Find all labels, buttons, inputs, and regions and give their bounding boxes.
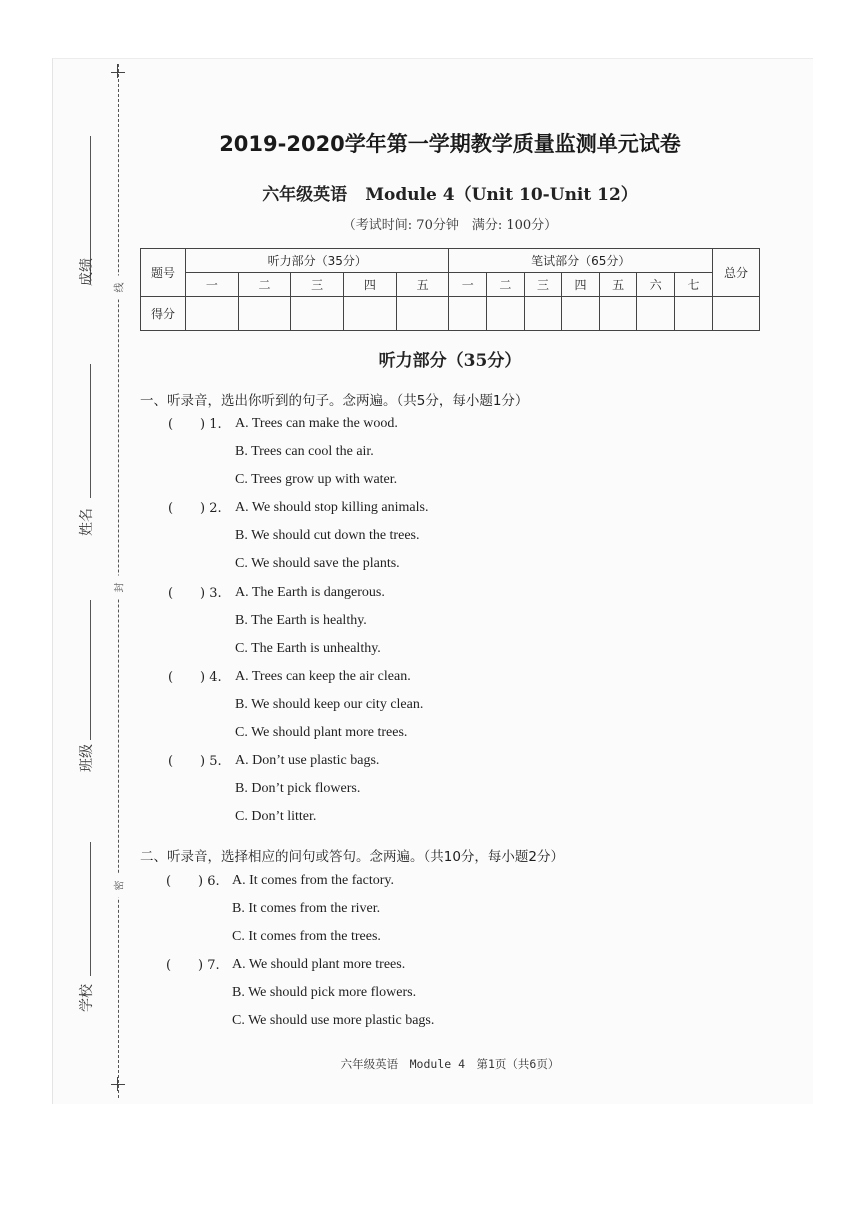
writing-col: 六 xyxy=(637,273,675,297)
score-row-label: 得分 xyxy=(141,297,186,331)
name-field-label: 姓名 xyxy=(79,508,95,536)
score-cell xyxy=(637,297,675,331)
total-header: 总分 xyxy=(713,249,760,297)
listening-header: 听力部分（35分） xyxy=(186,249,449,273)
writing-col: 五 xyxy=(599,273,637,297)
seal-mark-seal: 封 xyxy=(111,576,126,600)
option: C. We should use more plastic bags. xyxy=(232,1013,435,1028)
listening-section-title: 听力部分（35分） xyxy=(378,351,522,371)
question-number: ) 7. xyxy=(198,958,220,973)
question-number: ) 3. xyxy=(200,586,222,601)
option: A. We should plant more trees. xyxy=(232,957,406,972)
binding-tick-bottom-vertical xyxy=(117,1077,118,1091)
option: C. It comes from the trees. xyxy=(232,929,381,944)
part-two-heading: 二、听录音，选择相应的问句或答句。念两遍。（共10分，每小题2分） xyxy=(140,849,565,865)
name-field-line xyxy=(90,364,91,498)
total-score-cell xyxy=(713,297,760,331)
listening-col: 三 xyxy=(291,273,344,297)
score-cell xyxy=(599,297,637,331)
score-cell xyxy=(449,297,487,331)
score-cell xyxy=(186,297,239,331)
listening-col: 五 xyxy=(396,273,449,297)
writing-col: 七 xyxy=(675,273,713,297)
option: C. We should save the plants. xyxy=(235,556,400,571)
option: C. The Earth is unhealthy. xyxy=(235,641,381,656)
exam-subtitle xyxy=(140,180,760,205)
score-field-label: 成绩 xyxy=(79,258,95,286)
option: B. The Earth is healthy. xyxy=(235,613,367,628)
option: A. It comes from the factory. xyxy=(232,873,394,888)
score-cell xyxy=(396,297,449,331)
page-footer: 六年级英语 Module 4 第1页（共6页） xyxy=(340,1057,560,1071)
score-cell xyxy=(675,297,713,331)
option: C. Don’t litter. xyxy=(235,809,317,824)
writing-header: 笔试部分（65分） xyxy=(449,249,713,273)
score-table xyxy=(140,248,760,331)
option: C. We should plant more trees. xyxy=(235,725,408,740)
option: B. It comes from the river. xyxy=(232,901,381,916)
part-one-heading: 一、听录音，选出你听到的句子。念两遍。（共5分，每小题1分） xyxy=(140,393,529,409)
option: B. We should pick more flowers. xyxy=(232,985,417,1000)
score-cell xyxy=(487,297,525,331)
score-cell xyxy=(524,297,562,331)
answer-paren: ( xyxy=(168,417,174,432)
binding-tick-top-vertical xyxy=(117,64,118,78)
option: B. Don’t pick flowers. xyxy=(235,781,361,796)
answer-paren: ( xyxy=(168,501,174,516)
class-field-line xyxy=(90,600,91,740)
question-number: ) 6. xyxy=(198,874,220,889)
question-number: ) 2. xyxy=(200,501,222,516)
row-label-cell: 题号 xyxy=(141,249,186,297)
writing-col: 四 xyxy=(562,273,600,297)
option: A. The Earth is dangerous. xyxy=(235,585,385,600)
answer-paren: ( xyxy=(168,670,174,685)
binding-tick-top xyxy=(111,72,125,73)
option: B. We should keep our city clean. xyxy=(235,697,424,712)
answer-paren: ( xyxy=(168,586,174,601)
score-cell xyxy=(291,297,344,331)
answer-paren: ( xyxy=(166,874,172,889)
score-cell xyxy=(562,297,600,331)
listening-col: 一 xyxy=(186,273,239,297)
seal-mark-secret: 密 xyxy=(111,874,126,898)
option: A. We should stop killing animals. xyxy=(235,500,429,515)
option: A. Don’t use plastic bags. xyxy=(235,753,380,768)
score-cell xyxy=(238,297,291,331)
binding-tick-bottom xyxy=(111,1084,125,1085)
subtitle-module: Module 4（Unit 10-Unit 12） xyxy=(365,185,638,205)
option: B. We should cut down the trees. xyxy=(235,528,420,543)
option: A. Trees can make the wood. xyxy=(235,416,398,431)
seal-mark-line: 线 xyxy=(111,276,126,300)
writing-col: 一 xyxy=(449,273,487,297)
question-number: ) 5. xyxy=(200,754,222,769)
question-number: ) 4. xyxy=(200,670,222,685)
listening-col: 四 xyxy=(344,273,397,297)
answer-paren: ( xyxy=(168,754,174,769)
writing-col: 二 xyxy=(487,273,525,297)
class-field-label: 班级 xyxy=(79,744,95,772)
option: B. Trees can cool the air. xyxy=(235,444,374,459)
school-field-line xyxy=(90,842,91,976)
listening-col: 二 xyxy=(238,273,291,297)
question-number: ) 1. xyxy=(200,417,222,432)
school-field-label: 学校 xyxy=(79,984,95,1012)
option: A. Trees can keep the air clean. xyxy=(235,669,411,684)
option: C. Trees grow up with water. xyxy=(235,472,398,487)
exam-title: 2019-2020学年第一学期教学质量监测单元试卷 xyxy=(219,132,681,156)
exam-time-info: （考试时间: 70分钟 满分: 100分） xyxy=(342,218,558,233)
subtitle-grade: 六年级英语 xyxy=(262,185,348,205)
answer-paren: ( xyxy=(166,958,172,973)
score-cell xyxy=(344,297,397,331)
writing-col: 三 xyxy=(524,273,562,297)
